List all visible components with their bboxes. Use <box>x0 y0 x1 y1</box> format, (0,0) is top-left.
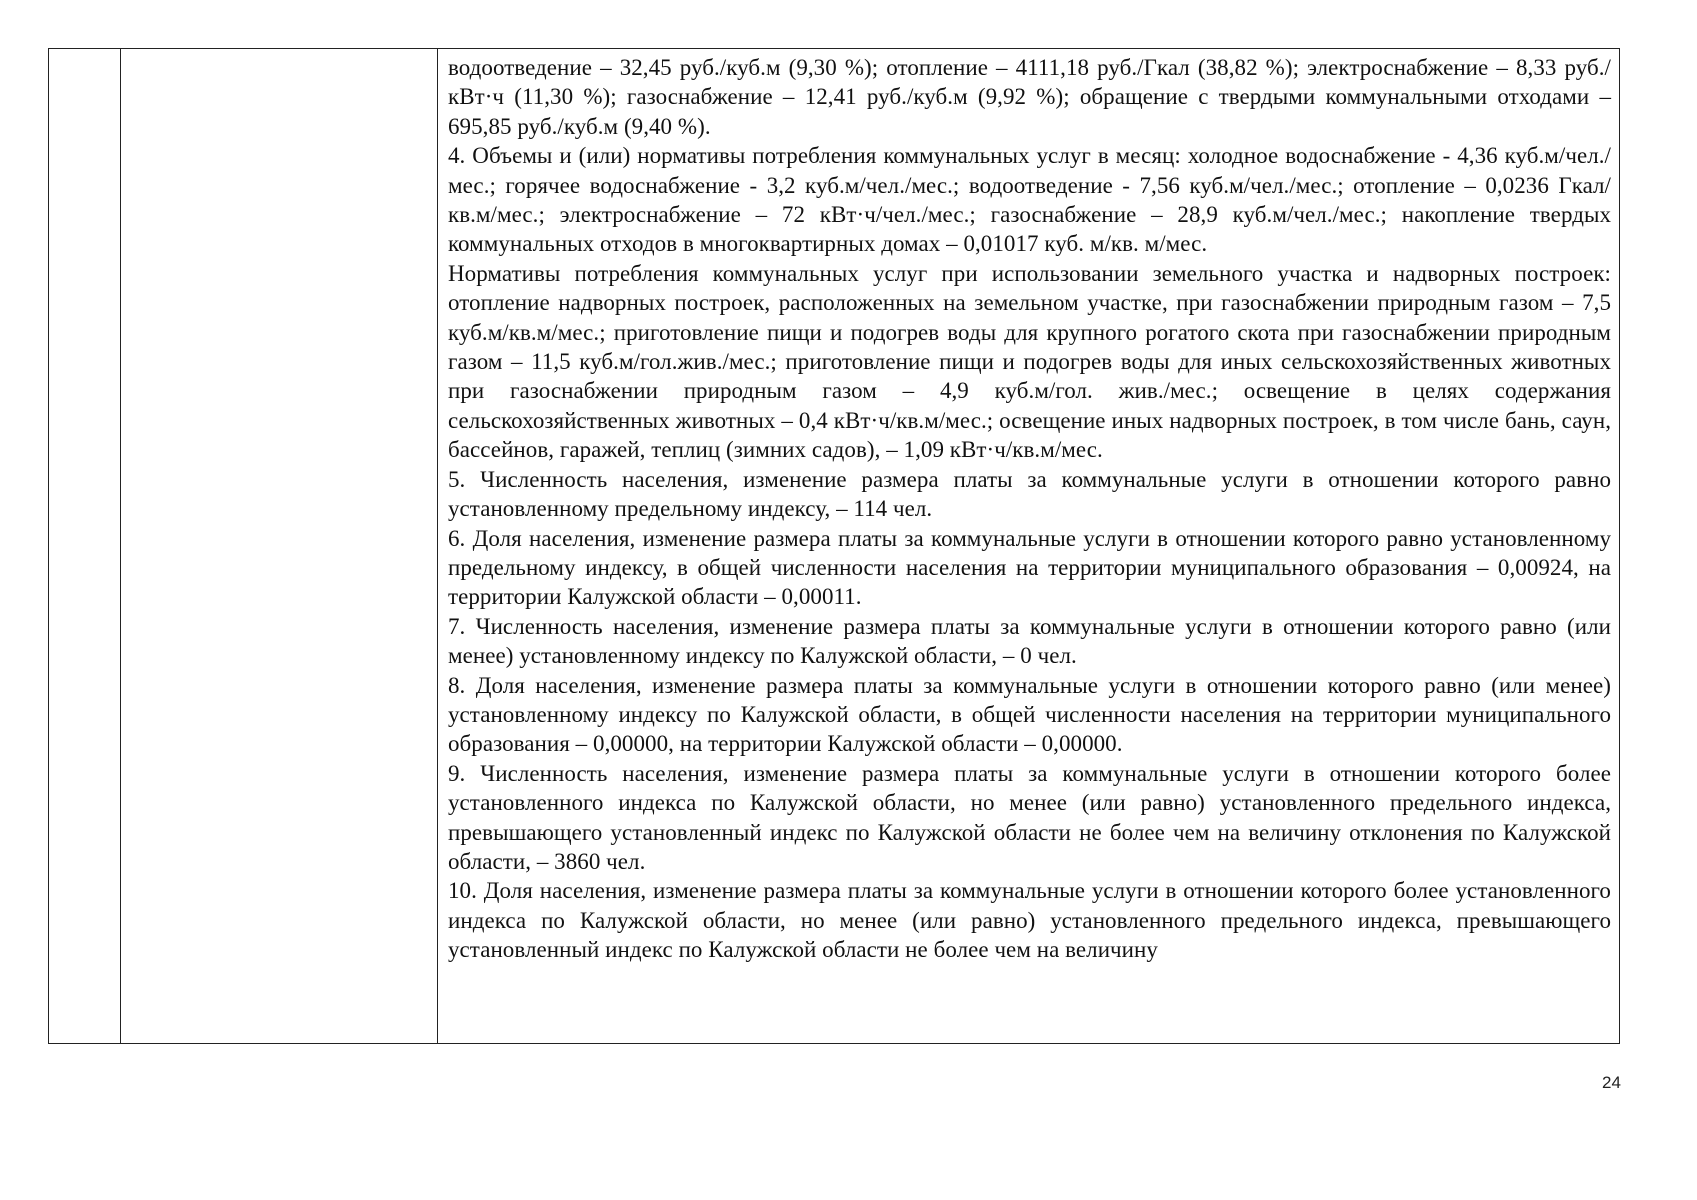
table-cell-number <box>49 49 121 1044</box>
table-cell-label <box>121 49 438 1044</box>
table-row <box>49 49 1620 1044</box>
paragraph-item-10: 10. Доля населения, изменение размера платы за коммунальные услуги в отношении которого более установленного индекса по Калужской области, но менее (или равно) установленного предельного индекса, превышающего установленный индекс по Калужской области не более чем на величину <box>448 878 1611 963</box>
paragraph-item-9: 9. Численность населения, изменение размера платы за коммунальные услуги в отношении которого более установленного индекса по Калужской области, но менее (или равно) установленного предельного индекса, превышающего установленный индекс по Калужской области не более чем на величину отклонения по Калужской области, – 3860 чел. <box>448 760 1611 874</box>
paragraph-item-5: 5. Численность населения, изменение размера платы за коммунальные услуги в отношении которого равно установленному предельному индексу, – 114 чел. <box>448 466 1611 522</box>
table-cell-content <box>438 49 1620 1044</box>
paragraph-tariffs-continued: водоотведение – 32,45 руб./куб.м (9,30 %); отопление – 4111,18 руб./Гкал (38,82 %); электроснабжение – 8,33 руб./кВт·ч (11,30 %); газоснабжение – 12,41 руб./куб.м (9,92 %); обращение с твердыми коммунальными отходами – 695,85 руб./куб.м (9,40 %). <box>448 55 1611 139</box>
paragraph-item-6: 6. Доля населения, изменение размера платы за коммунальные услуги в отношении которого равно установленному предельному индексу, в общей численности населения на территории муниципального образования – 0,00924, на территории Калужской области – 0,00011. <box>448 525 1611 610</box>
paragraph-item-4: 4. Объемы и (или) нормативы потребления коммунальных услуг в месяц: холодное водоснабжение - 4,36 куб.м/чел./мес.; горячее водоснабжение - 3,2 куб.м/чел./мес.; водоотведение - 7,56 куб.м/чел./мес.; отопление – 0,0236 Гкал/кв.м/мес.; электроснабжение – 72 кВт·ч/чел./мес.; газоснабжение – 28,9 куб.м/чел./мес.; накопление твердых коммунальных отходов в многоквартирных домах – 0,01017 куб. м/кв. м/мес. <box>448 143 1611 257</box>
page-number: 24 <box>1602 1073 1621 1092</box>
paragraph-item-7: 7. Численность населения, изменение размера платы за коммунальные услуги в отношении которого равно (или менее) установленному индексу по Калужской области, – 0 чел. <box>448 613 1611 669</box>
paragraph-land-plot-norms: Нормативы потребления коммунальных услуг при использовании земельного участка и надворных построек: отопление надворных построек, расположенных на земельном участке, при газоснабжении природным газом – 7,5 куб.м/кв.м/мес.; приготовление пищи и подогрев воды для крупного рогатого скота при газоснабжении природным газом – 11,5 куб.м/гол.жив./мес.; приготовление пищи и подогрев воды для иных сельскохозяйственных животных при газоснабжении природным газом – 4,9 куб.м/гол. жив./мес.; освещение в целях содержания сельскохозяйственных животных – 0,4 кВт·ч/кв.м/мес.; освещение иных надворных построек, в том числе бань, саун, бассейнов, гаражей, теплиц (зимних садов), – 1,09 кВт·ч/кв.м/мес. <box>448 260 1611 463</box>
paragraph-item-8: 8. Доля населения, изменение размера платы за коммунальные услуги в отношении которого равно (или менее) установленному индексу по Калужской области, в общей численности населения на территории муниципального образования – 0,00000, на территории Калужской области – 0,00000. <box>448 672 1611 757</box>
document-table <box>48 48 1620 1044</box>
